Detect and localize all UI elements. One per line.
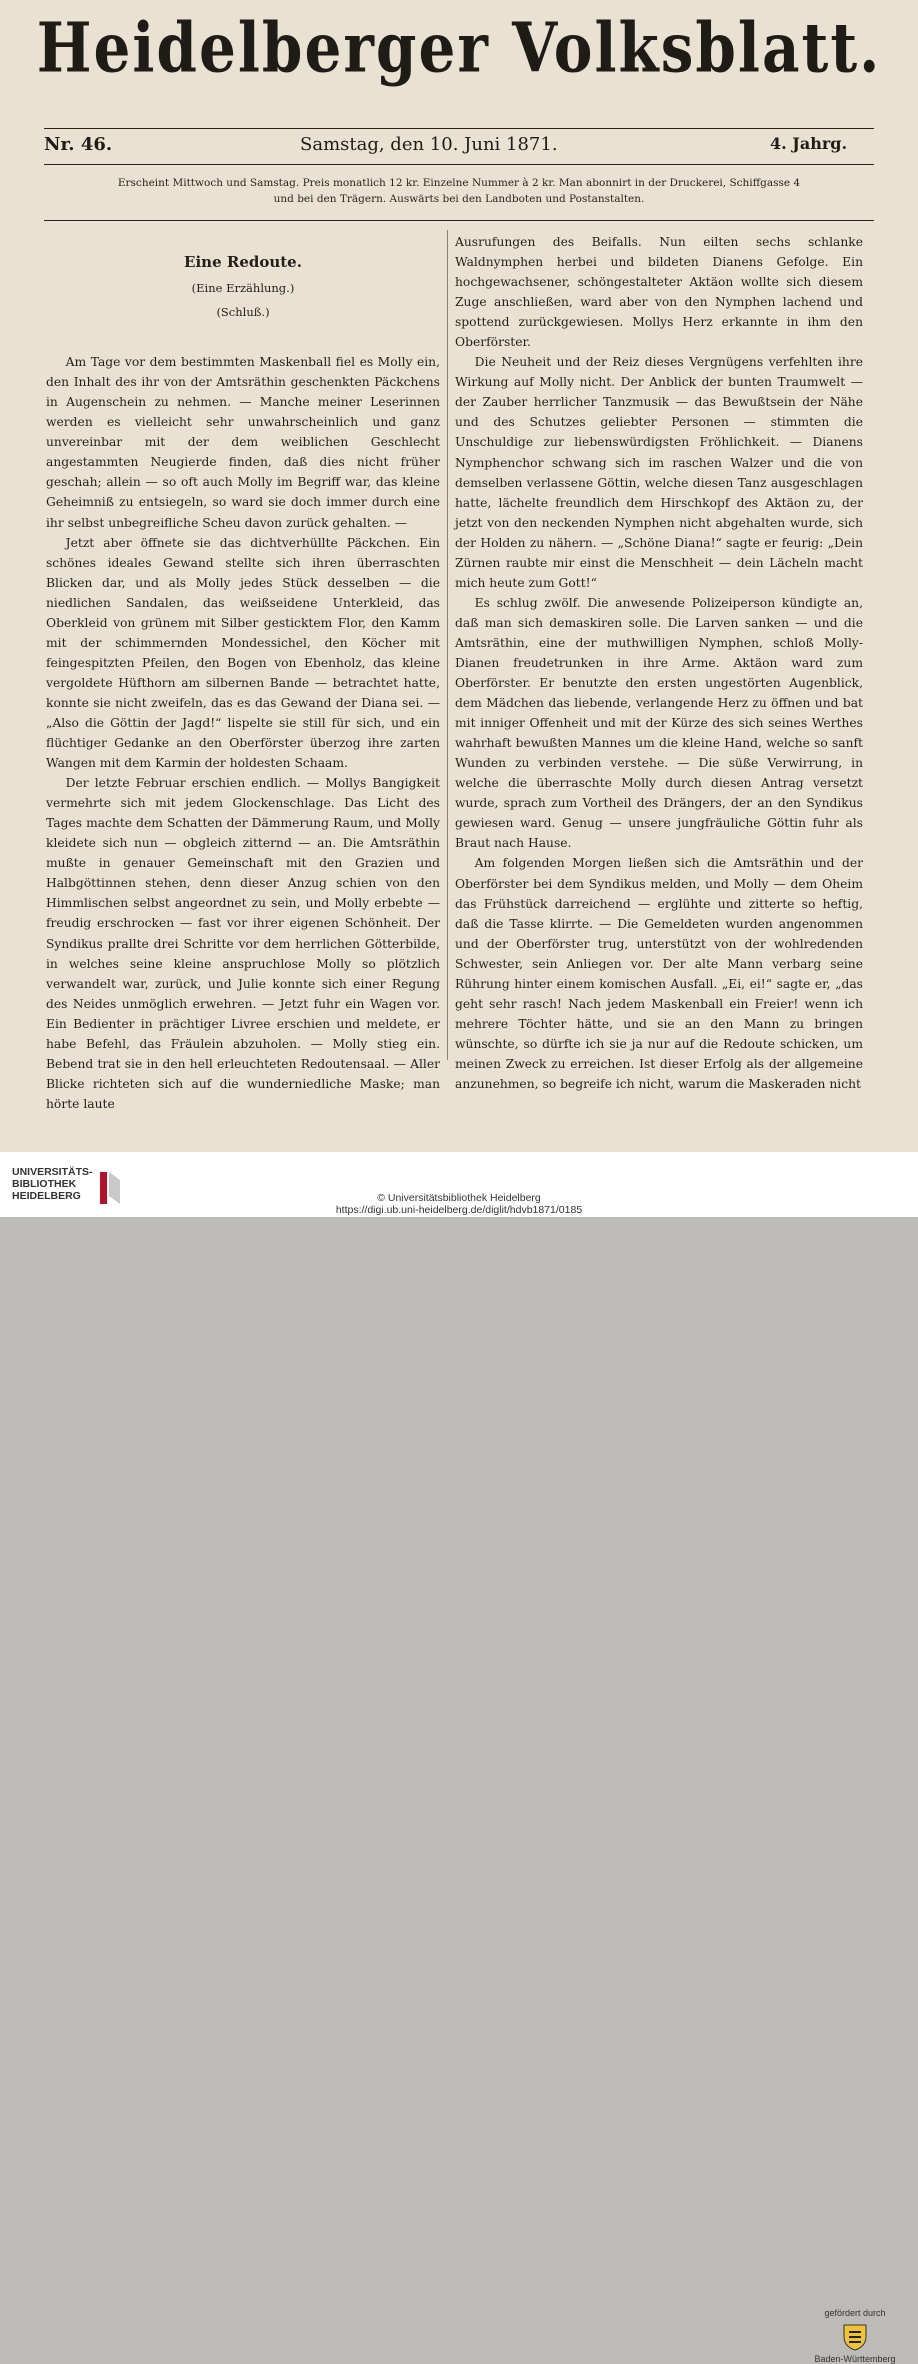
article-part: (Schluß.) [216, 305, 270, 320]
article-paragraph: Es schlug zwölf. Die anwesende Polizeiperson kündigte an, daß man sich demaskiren solle. Die Larven sanken — und die Amtsräthin, eine der muthwilligen Nymphen, schloß Molly-Dianen freudetrunken in ihre Arme. Aktäon ward zum Oberförster. Er benutzte den ersten ungestörten Augenblick, dem Mädchen das liebende, verlangende Herz zu öffnen und bat mit inniger Offenheit und mit der Kürze des sich seines Werthes wahrhaft bewußten Mannes um die kleine Hand, welche so sanft Wunden zu verbinden verstehe. — Die süße Verwirrung, in welche die überraschte Molly durch diesen Antrag versetzt wurde, sprach zum Vortheil des Drängers, der an den Syndikus gewiesen ward. Genug — unsere jungfräuliche Göttin fuhr als Braut nach Hause. [455, 595, 863, 851]
article-paragraph: Jetzt aber öffnete sie das dichtverhüllte Päckchen. Ein schönes ideales Gewand stellte sich ihren überraschten Blicken dar, und als Molly jedes Stück desselben — die niedlichen Sandalen, das weißseidene Unterkleid, das Oberkleid von grünem mit Silber gesticktem Flor, den Kamm mit der schimmernden Mondessichel, den Köcher mit feingespitzten Pfeilen, den Bogen von Ebenholz, das kleine vergoldete Hüfthorn am silbernen Bande — betrachtet hatte, konnte sie nicht zweifeln, das es das Gewand der Diana sei. — „Also die Göttin der Jagd!“ lispelte sie still für sich, und ein flüchtiger Gedanke an den Oberförster überzog ihre zarten Wangen mit dem Karmin der holdesten Schaam. [46, 535, 440, 771]
sponsor-block [800, 2308, 910, 2364]
publication-info-line-2: und bei den Trägern. Auswärts bei den Landboten und Postanstalten. [273, 193, 645, 205]
newspaper-page-scan [0, 0, 918, 1152]
coat-of-arms-icon [840, 2322, 870, 2352]
permalink-url[interactable]: https://digi.ub.uni-heidelberg.de/diglit/hdvb1871/0185 [335, 1204, 583, 1216]
article-column-right [455, 232, 863, 1094]
library-name-line-3: HEIDELBERG [12, 1190, 81, 1202]
masthead-rule-top [44, 128, 874, 129]
article-paragraph: Am folgenden Morgen ließen sich die Amtsräthin und der Oberförster bei dem Syndikus melden, und Molly — dem Oheim das Frühstück darreichend — erglühte und zitterte so heftig, daß die Tasse klirrte. — Die Gemeldeten wurden angenommen und der Oberförster trug, unterstützt von der wohlredenden Schwester, sein Anliegen vor. Der alte Mann verbarg seine Rührung hinter einem komischen Ausfall. „Ei, ei!“ sagte er, „das geht sehr rasch! Nach jedem Maskenball ein Freier! wenn ich mehrere Töchter hätte, und sie an den Mann zu bringen wünschte, so dürfte ich sie ja nur auf die Redoute schicken, um meinen Zweck zu erreichen. Ist dieser Erfolg als der allgemeine anzunehmen, so begreife ich nicht, warum die Maskeraden nicht [455, 856, 863, 1091]
column-divider [447, 230, 448, 1060]
article-paragraph: Die Neuheit und der Reiz dieses Vergnügens verfehlten ihre Wirkung auf Molly nicht. Der Anblick der bunten Traumwelt — der Zauber herrlicher Tanzmusik — das Bewußtsein der Nähe und des Schutzes geliebter Personen — stimmten die Unschuldige zur liebenswürdigsten Fröhlichkeit. — Dianens Nymphenchor schwang sich im raschen Walzer und die von demselben verlassene Göttin, welche diesen Tanz ausgeschlagen hatte, lächelte freundlich dem Hirschkopf des Aktäon zu, der jetzt von den neckenden Nymphen nicht abgehalten wurde, sich der Holden zu nähern. — „Schöne Diana!“ sagte er feurig: „Dein Zürnen raubte mir einst die Menschheit — dein Lächeln macht mich heute zum Gott!“ [455, 355, 863, 590]
issue-year: 4. Jahrg. [770, 134, 848, 153]
sponsor-name: Baden-Württemberg [814, 2354, 896, 2364]
article-title: Eine Redoute. [184, 253, 302, 271]
library-name-line-2: BIBLIOTHEK [12, 1178, 77, 1190]
issue-number: Nr. 46. [44, 134, 113, 155]
sponsor-label: gefördert durch [824, 2308, 886, 2318]
article-column-left [46, 232, 440, 1114]
library-name-line-1: UNIVERSITÄTS- [12, 1166, 93, 1178]
copyright-text: © Universitätsbibliothek Heidelberg [377, 1192, 541, 1204]
issue-rule [44, 164, 874, 165]
info-rule [44, 220, 874, 221]
article-subtitle: (Eine Erzählung.) [191, 281, 295, 296]
article-paragraph: Ausrufungen des Beifalls. Nun eilten sechs schlanke Waldnymphen herbei und bildeten Dianens Gefolge. Ein hochgewachsener, schöngestalteter Aktäon wollte sich diesem Zuge anschließen, ward aber von den Nymphen lachend und spottend zurückgewiesen. Mollys Herz erkannte in ihm den Oberförster. [455, 235, 863, 350]
copyright-block [0, 1192, 918, 1216]
article-paragraph: Am Tage vor dem bestimmten Maskenball fiel es Molly ein, den Inhalt des ihr von der Amtsräthin geschenkten Päckchens in Augenschein zu nehmen. — Manche meiner Leserinnen werden es vielleicht sehr unwahrscheinlich und ganz unvereinbar mit der dem weiblichen Geschlecht angestammten Neugierde finden, daß dies nicht früher geschah; allein — so oft auch Molly im Begriff war, das kleine Geheimniß zu entsiegeln, so ward sie doch immer durch eine ihr selbst unbegreifliche Scheu davon zurück gehalten. — [46, 355, 440, 530]
publication-info-line-1: Erscheint Mittwoch und Samstag. Preis monatlich 12 kr. Einzelne Nummer à 2 kr. Man abonnirt in der Druckerei, Schiffgasse 4 [117, 177, 801, 189]
publication-info [44, 175, 874, 207]
article-paragraph: Der letzte Februar erschien endlich. — Mollys Bangigkeit vermehrte sich mit jedem Glockenschlage. Das Licht des Tages machte dem Schatten der Dämmerung Raum, und Molly kleidete sich nun — obgleich zitternd — an. Die Amtsräthin mußte in genauer Gemeinschaft mit den Grazien und Halbgöttinnen stehen, denn dieser Anzug schien von den Himmlischen selbst angeordnet zu sein, und Molly erbebte — freudig erschrocken — fast vor ihrer eigenen Schönheit. Der Syndikus prallte drei Schritte vor dem herrlichen Götterbilde, in welches seine kleine anspruchlose Molly so plötzlich verwandelt war, zurück, und Julie konnte sich einer Regung des Neides unmöglich erwehren. — Jetzt fuhr ein Wagen vor. Ein Bedienter in prächtiger Livree erschien und meldete, er habe Befehl, das Fräulein abzuholen. — Molly stieg ein. Bebend trat sie in den hell erleuchteten Redoutensaal. — Aller Blicke richteten sich auf die wunderniedliche Maske; man hörte laute [46, 776, 440, 1111]
masthead-title: Heidelberger Volksblatt. [36, 8, 882, 89]
issue-date: Samstag, den 10. Juni 1871. [300, 134, 558, 155]
